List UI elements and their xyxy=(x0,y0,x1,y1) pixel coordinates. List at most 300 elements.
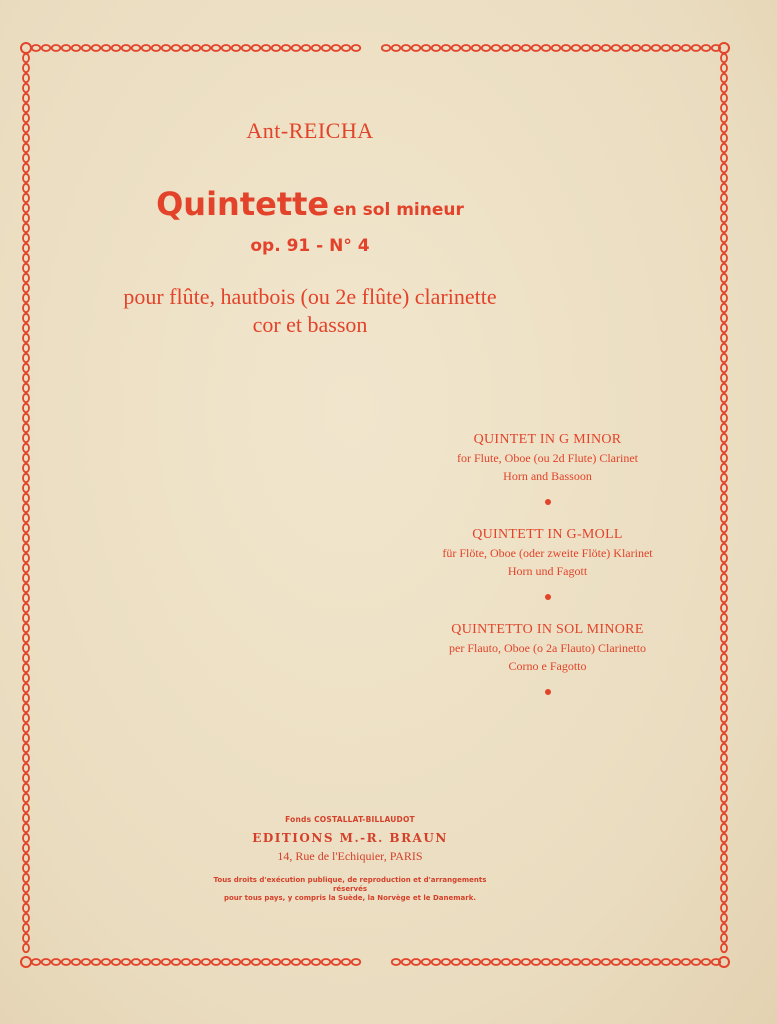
border-link xyxy=(562,45,570,51)
translation-title: QUINTET IN G MINOR xyxy=(473,432,622,447)
border-link xyxy=(721,654,727,662)
border-link xyxy=(322,959,330,965)
border-link xyxy=(721,684,727,692)
border-link xyxy=(721,234,727,242)
border-link xyxy=(222,959,230,965)
border-link xyxy=(23,704,29,712)
separator-dot xyxy=(545,689,551,695)
border-link xyxy=(422,959,430,965)
border-link xyxy=(23,284,29,292)
border-link xyxy=(721,594,727,602)
border-link xyxy=(721,714,727,722)
border-link xyxy=(72,45,80,51)
border-link xyxy=(132,959,140,965)
border-corner xyxy=(21,43,31,53)
border-link xyxy=(582,959,590,965)
border-link xyxy=(23,864,29,872)
border-link xyxy=(721,174,727,182)
border-link xyxy=(23,524,29,532)
border-link xyxy=(652,45,660,51)
translation-german xyxy=(400,526,695,600)
border-link xyxy=(23,654,29,662)
border-link xyxy=(262,959,270,965)
title-block xyxy=(150,185,470,223)
border-link xyxy=(721,614,727,622)
border-link xyxy=(112,959,120,965)
border-link xyxy=(23,364,29,372)
border-link xyxy=(721,134,727,142)
border-link xyxy=(23,614,29,622)
border-link xyxy=(612,45,620,51)
border-link xyxy=(23,774,29,782)
border-link xyxy=(23,294,29,302)
border-link xyxy=(721,634,727,642)
border-link xyxy=(23,544,29,552)
border-link xyxy=(302,959,310,965)
border-link xyxy=(452,959,460,965)
border-link xyxy=(23,554,29,562)
border-link xyxy=(472,959,480,965)
border-link xyxy=(572,45,580,51)
border-link xyxy=(23,134,29,142)
border-link xyxy=(232,45,240,51)
border-link xyxy=(721,424,727,432)
border-link xyxy=(23,604,29,612)
border-link xyxy=(442,45,450,51)
border-link xyxy=(721,204,727,212)
border-link xyxy=(292,959,300,965)
border-link xyxy=(23,844,29,852)
border-link xyxy=(721,844,727,852)
border-link xyxy=(23,484,29,492)
border-link xyxy=(23,184,29,192)
border-link xyxy=(23,144,29,152)
border-link xyxy=(112,45,120,51)
border-link xyxy=(282,45,290,51)
border-link xyxy=(23,744,29,752)
border-link xyxy=(721,114,727,122)
border-link xyxy=(122,45,130,51)
border-link xyxy=(23,664,29,672)
border-link xyxy=(721,644,727,652)
border-link xyxy=(23,314,29,322)
border-link xyxy=(23,534,29,542)
border-link xyxy=(202,45,210,51)
border-link xyxy=(572,959,580,965)
border-link xyxy=(392,959,400,965)
border-link xyxy=(721,294,727,302)
border-link xyxy=(342,959,350,965)
border-link xyxy=(272,959,280,965)
composer-name: Ant-REICHA xyxy=(246,118,374,143)
border-link xyxy=(721,694,727,702)
border-link xyxy=(442,959,450,965)
border-link xyxy=(62,45,70,51)
border-link xyxy=(23,414,29,422)
border-link xyxy=(142,959,150,965)
border-link xyxy=(721,824,727,832)
border-link xyxy=(702,959,710,965)
separator-dot xyxy=(545,499,551,505)
border-link xyxy=(721,474,727,482)
border-link xyxy=(23,494,29,502)
border-link xyxy=(502,45,510,51)
border-link xyxy=(122,959,130,965)
border-link xyxy=(721,784,727,792)
border-link xyxy=(721,664,727,672)
border-link xyxy=(23,374,29,382)
border-link xyxy=(23,214,29,222)
border-link xyxy=(62,959,70,965)
border-link xyxy=(23,84,29,92)
border-link xyxy=(652,959,660,965)
border-link xyxy=(721,94,727,102)
border-link xyxy=(721,254,727,262)
border-link xyxy=(23,274,29,282)
translation-title: QUINTETTO IN SOL MINORE xyxy=(451,622,644,637)
border-link xyxy=(721,724,727,732)
border-link xyxy=(721,674,727,682)
border-link xyxy=(42,959,50,965)
border-link xyxy=(182,45,190,51)
border-link xyxy=(721,934,727,942)
border-link xyxy=(23,714,29,722)
border-link xyxy=(721,184,727,192)
border-link xyxy=(222,45,230,51)
border-link xyxy=(592,959,600,965)
border-link xyxy=(23,894,29,902)
border-link xyxy=(721,874,727,882)
translation-line: for Flute, Oboe (ou 2d Flute) Clarinet xyxy=(457,451,638,465)
border-link xyxy=(242,959,250,965)
border-link xyxy=(232,959,240,965)
border-link xyxy=(23,444,29,452)
border-link xyxy=(392,45,400,51)
border-link xyxy=(23,674,29,682)
border-link xyxy=(23,394,29,402)
border-link xyxy=(32,45,40,51)
border-link xyxy=(602,959,610,965)
border-link xyxy=(721,864,727,872)
border-link xyxy=(721,284,727,292)
border-link xyxy=(23,504,29,512)
border-link xyxy=(402,45,410,51)
border-corner xyxy=(21,957,31,967)
border-link xyxy=(23,634,29,642)
publisher-block xyxy=(200,815,500,903)
border-link xyxy=(152,959,160,965)
border-link xyxy=(721,164,727,172)
instrumentation-line-2: cor et basson xyxy=(252,312,368,337)
border-link xyxy=(721,574,727,582)
border-link xyxy=(721,624,727,632)
border-link xyxy=(23,814,29,822)
border-link xyxy=(612,959,620,965)
border-link xyxy=(262,45,270,51)
border-link xyxy=(23,54,29,62)
border-link xyxy=(23,514,29,522)
border-link xyxy=(721,834,727,842)
border-link xyxy=(192,959,200,965)
border-link xyxy=(512,959,520,965)
rights-line: pour tous pays, y compris la Suède, la Norvège et le Danemark. xyxy=(223,894,477,902)
translation-title: QUINTETT IN G-MOLL xyxy=(472,527,623,542)
border-link xyxy=(582,45,590,51)
border-link xyxy=(182,959,190,965)
border-link xyxy=(721,64,727,72)
border-link xyxy=(162,45,170,51)
border-link xyxy=(23,104,29,112)
border-link xyxy=(212,959,220,965)
border-link xyxy=(23,624,29,632)
border-link xyxy=(312,45,320,51)
border-link xyxy=(721,354,727,362)
border-link xyxy=(721,764,727,772)
border-link xyxy=(23,824,29,832)
border-link xyxy=(23,114,29,122)
border-link xyxy=(721,84,727,92)
border-link xyxy=(23,764,29,772)
border-link xyxy=(721,704,727,712)
border-link xyxy=(721,894,727,902)
border-link xyxy=(132,45,140,51)
work-title: Quintette xyxy=(156,185,330,223)
border-link xyxy=(23,874,29,882)
border-link xyxy=(592,45,600,51)
rights-line: Tous droits d'exécution publique, de reproduction et d'arrangements réservés xyxy=(213,876,487,893)
border-link xyxy=(522,45,530,51)
border-link xyxy=(692,45,700,51)
border-link xyxy=(721,924,727,932)
border-link xyxy=(382,45,390,51)
border-link xyxy=(23,354,29,362)
border-link xyxy=(721,444,727,452)
border-link xyxy=(23,304,29,312)
border-link xyxy=(212,45,220,51)
border-link xyxy=(23,884,29,892)
publisher-address: 14, Rue de l'Echiquier, PARIS xyxy=(277,849,423,863)
border-link xyxy=(721,414,727,422)
border-link xyxy=(282,959,290,965)
border-link xyxy=(721,754,727,762)
border-link xyxy=(721,384,727,392)
border-link xyxy=(23,944,29,952)
border-link xyxy=(482,45,490,51)
border-link xyxy=(562,959,570,965)
border-link xyxy=(23,204,29,212)
border-link xyxy=(721,104,727,112)
border-link xyxy=(82,959,90,965)
translation-english xyxy=(400,431,695,505)
border-link xyxy=(352,45,360,51)
border-link xyxy=(23,784,29,792)
border-link xyxy=(23,64,29,72)
border-link xyxy=(23,334,29,342)
border-link xyxy=(542,959,550,965)
border-link xyxy=(512,45,520,51)
border-link xyxy=(23,834,29,842)
border-link xyxy=(23,424,29,432)
instrumentation-line-1: pour flûte, hautbois (ou 2e flûte) clarinette xyxy=(123,284,497,309)
border-link xyxy=(23,574,29,582)
border-link xyxy=(23,694,29,702)
border-link xyxy=(23,384,29,392)
border-link xyxy=(721,884,727,892)
publisher-fonds: Fonds COSTALLAT-BILLAUDOT xyxy=(285,815,415,824)
border-link xyxy=(23,344,29,352)
border-link xyxy=(721,194,727,202)
border-link xyxy=(23,474,29,482)
border-link xyxy=(721,794,727,802)
border-link xyxy=(492,959,500,965)
border-link xyxy=(462,959,470,965)
border-link xyxy=(302,45,310,51)
border-link xyxy=(662,45,670,51)
border-link xyxy=(721,374,727,382)
border-link xyxy=(72,959,80,965)
border-link xyxy=(462,45,470,51)
border-link xyxy=(23,324,29,332)
border-link xyxy=(23,584,29,592)
border-link xyxy=(402,959,410,965)
border-link xyxy=(172,45,180,51)
border-link xyxy=(721,74,727,82)
opus-number: op. 91 - N° 4 xyxy=(250,236,370,256)
border-link xyxy=(23,404,29,412)
border-link xyxy=(332,959,340,965)
translation-line: per Flauto, Oboe (o 2a Flauto) Clarinetto xyxy=(449,641,646,655)
border-link xyxy=(622,959,630,965)
border-link xyxy=(23,224,29,232)
border-link xyxy=(32,959,40,965)
border-link xyxy=(432,959,440,965)
border-link xyxy=(202,959,210,965)
border-link xyxy=(52,959,60,965)
border-link xyxy=(721,494,727,502)
border-link xyxy=(292,45,300,51)
border-link xyxy=(23,264,29,272)
border-link xyxy=(92,45,100,51)
border-link xyxy=(702,45,710,51)
border-link xyxy=(721,804,727,812)
border-link xyxy=(23,924,29,932)
border-link xyxy=(662,959,670,965)
border-link xyxy=(23,164,29,172)
border-link xyxy=(23,454,29,462)
border-link xyxy=(102,959,110,965)
translation-line: für Flöte, Oboe (oder zweite Flöte) Klarinet xyxy=(442,546,653,560)
border-link xyxy=(23,684,29,692)
border-link xyxy=(23,194,29,202)
border-link xyxy=(472,45,480,51)
border-link xyxy=(552,959,560,965)
border-link xyxy=(721,544,727,552)
border-link xyxy=(632,959,640,965)
border-link xyxy=(482,959,490,965)
border-link xyxy=(721,344,727,352)
border-link xyxy=(721,154,727,162)
border-link xyxy=(721,214,727,222)
border-link xyxy=(721,124,727,132)
translation-italian xyxy=(400,621,695,695)
border-link xyxy=(721,904,727,912)
border-link xyxy=(602,45,610,51)
border-link xyxy=(23,724,29,732)
border-link xyxy=(252,959,260,965)
border-link xyxy=(23,154,29,162)
separator-dot xyxy=(545,594,551,600)
border-link xyxy=(721,554,727,562)
work-key: en sol mineur xyxy=(333,200,464,220)
border-link xyxy=(721,334,727,342)
border-link xyxy=(522,959,530,965)
border-link xyxy=(721,604,727,612)
border-link xyxy=(242,45,250,51)
border-link xyxy=(23,94,29,102)
border-link xyxy=(23,734,29,742)
border-link xyxy=(312,959,320,965)
border-link xyxy=(721,324,727,332)
border-link xyxy=(721,314,727,322)
border-link xyxy=(721,524,727,532)
border-link xyxy=(23,914,29,922)
border-link xyxy=(52,45,60,51)
border-link xyxy=(162,959,170,965)
border-link xyxy=(23,754,29,762)
rights-notice xyxy=(200,876,500,903)
border-link xyxy=(332,45,340,51)
border-link xyxy=(542,45,550,51)
border-link xyxy=(422,45,430,51)
border-link xyxy=(721,394,727,402)
border-link xyxy=(142,45,150,51)
border-link xyxy=(721,464,727,472)
border-link xyxy=(632,45,640,51)
border-link xyxy=(721,274,727,282)
border-link xyxy=(721,404,727,412)
border-link xyxy=(452,45,460,51)
border-link xyxy=(721,584,727,592)
border-link xyxy=(721,454,727,462)
border-link xyxy=(552,45,560,51)
border-link xyxy=(721,144,727,152)
border-link xyxy=(23,244,29,252)
border-link xyxy=(432,45,440,51)
border-link xyxy=(692,959,700,965)
border-link xyxy=(682,45,690,51)
border-link xyxy=(23,124,29,132)
border-link xyxy=(721,914,727,922)
border-link xyxy=(721,854,727,862)
border-link xyxy=(642,959,650,965)
border-link xyxy=(721,944,727,952)
border-link xyxy=(23,854,29,862)
border-link xyxy=(172,959,180,965)
border-link xyxy=(721,774,727,782)
border-link xyxy=(682,959,690,965)
translation-line: Corno e Fagotto xyxy=(508,659,587,673)
border-link xyxy=(721,484,727,492)
border-link xyxy=(721,364,727,372)
border-link xyxy=(23,794,29,802)
border-link xyxy=(721,564,727,572)
border-link xyxy=(721,734,727,742)
border-link xyxy=(322,45,330,51)
border-link xyxy=(23,564,29,572)
border-link xyxy=(102,45,110,51)
border-link xyxy=(721,744,727,752)
border-link xyxy=(42,45,50,51)
